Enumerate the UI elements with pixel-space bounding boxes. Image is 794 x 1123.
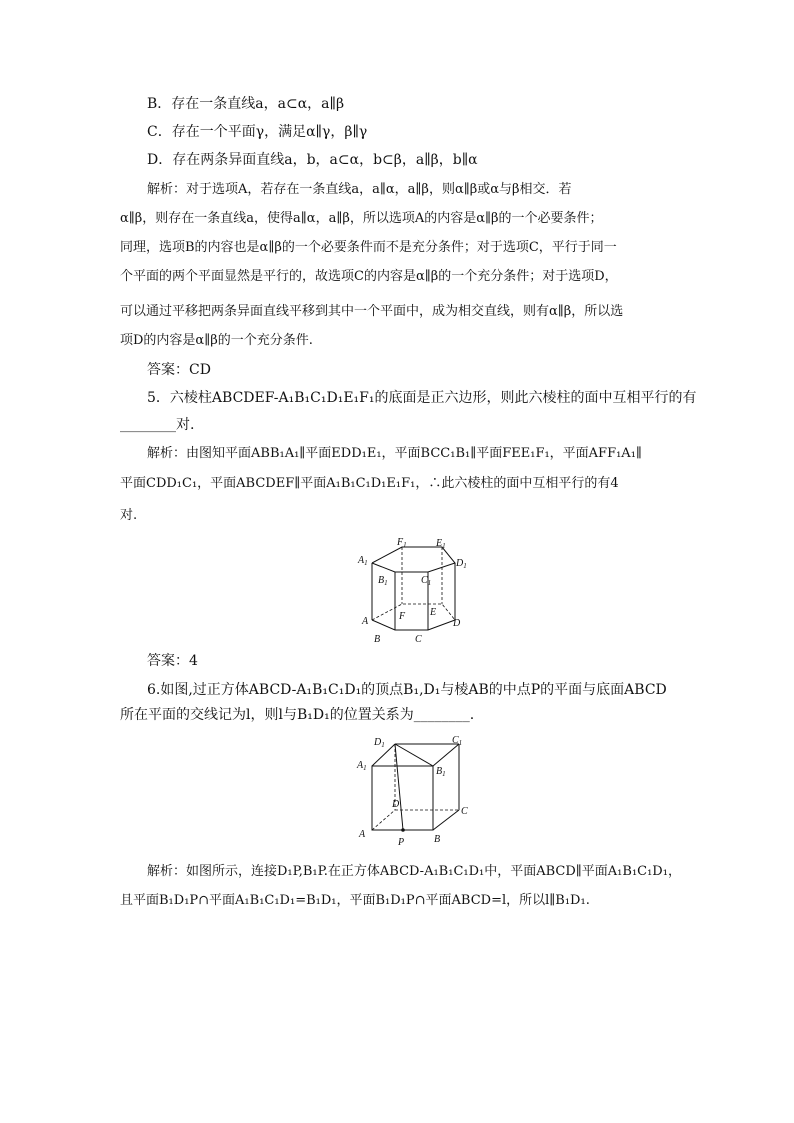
q6-analysis-line: 且平面B₁D₁P∩平面A₁B₁C₁D₁=B₁D₁，平面B₁D₁P∩平面ABCD=l，所以l∥B₁D₁. bbox=[120, 893, 590, 908]
q5-analysis-line: 平面CDD₁C₁，平面ABCDEF∥平面A₁B₁C₁D₁E₁F₁，∴此六棱柱的面中互相平行的有4 bbox=[120, 476, 619, 491]
label-c: C bbox=[415, 634, 422, 645]
q4-answer: 答案：CD bbox=[147, 362, 211, 378]
q5-stem-line: ________对. bbox=[120, 417, 195, 433]
label-b1: $B_1$ bbox=[436, 766, 446, 778]
q4-analysis-line: 个平面的两个平面显然是平行的，故选项C的内容是α∥β的一个充分条件；对于选项D， bbox=[120, 269, 618, 284]
label-b: B bbox=[434, 834, 441, 845]
label-b: B bbox=[374, 634, 381, 645]
q5-answer: 答案：4 bbox=[147, 653, 198, 669]
label-d: D bbox=[453, 618, 461, 629]
label-p: P bbox=[398, 837, 405, 848]
label-c1: $C_1$ bbox=[421, 575, 432, 587]
q4-analysis-line: α∥β，则存在一条直线a，使得a∥α，a∥β，所以选项A的内容是α∥β的一个必要条件； bbox=[120, 211, 603, 226]
label-e: E bbox=[430, 607, 437, 618]
q4-analysis-line: 可以通过平移把两条异面直线平移到其中一个平面中，成为相交直线，则有α∥β，所以选 bbox=[120, 304, 624, 319]
label-a1: $A_1$ bbox=[358, 555, 368, 567]
q5-stem-line: 5．六棱柱ABCDEF-A₁B₁C₁D₁E₁F₁的底面是正六边形，则此六棱柱的面中互相平行的有 bbox=[147, 390, 697, 406]
q4-analysis-line: 项D的内容是α∥β的一个充分条件. bbox=[120, 333, 313, 348]
label-a1: $A_1$ bbox=[357, 760, 367, 772]
label-d1: $D_1$ bbox=[374, 737, 385, 749]
q4-analysis-line: 同理，选项B的内容也是α∥β的一个必要条件而不是充分条件；对于选项C，平行于同一 bbox=[120, 240, 617, 255]
q6-stem-line: 6.如图,过正方体ABCD-A₁B₁C₁D₁的顶点B₁,D₁与棱AB的中点P的平面与底面ABCD bbox=[147, 682, 667, 698]
label-c: C bbox=[461, 806, 468, 817]
label-a: A bbox=[359, 829, 366, 840]
label-d: D bbox=[392, 799, 400, 810]
cube-figure bbox=[352, 730, 474, 848]
q4-analysis-line: 解析：对于选项A，若存在一条直线a，a∥α，a∥β，则α∥β或α与β相交．若 bbox=[147, 182, 572, 197]
label-c1: $C_1$ bbox=[452, 735, 463, 747]
q5-analysis-line: 解析：由图知平面ABB₁A₁∥平面EDD₁E₁，平面BCC₁B₁∥平面FEE₁F₁，平面AFF₁A₁∥ bbox=[147, 446, 642, 461]
option-b: B．存在一条直线a，a⊂α，a∥β bbox=[147, 96, 345, 112]
option-d: D．存在两条异面直线a，b，a⊂α，b⊂β，a∥β，b∥α bbox=[147, 152, 478, 168]
option-c: C．存在一个平面γ，满足α∥γ，β∥γ bbox=[147, 124, 368, 140]
hexagonal-prism-figure bbox=[350, 530, 480, 645]
label-d1: $D_1$ bbox=[456, 558, 467, 570]
label-f: F bbox=[399, 611, 406, 622]
label-f1: $F_1$ bbox=[397, 537, 407, 549]
label-a: A bbox=[362, 616, 369, 627]
q5-analysis-line: 对. bbox=[120, 508, 138, 523]
q6-analysis-line: 解析：如图所示，连接D₁P,B₁P.在正方体ABCD-A₁B₁C₁D₁中，平面ABCD∥平面A₁B₁C₁D₁， bbox=[147, 864, 681, 879]
q6-stem-line: 所在平面的交线记为l，则l与B₁D₁的位置关系为________. bbox=[120, 707, 475, 723]
label-b1: $B_1$ bbox=[378, 575, 388, 587]
label-e1: $E_1$ bbox=[436, 538, 446, 550]
